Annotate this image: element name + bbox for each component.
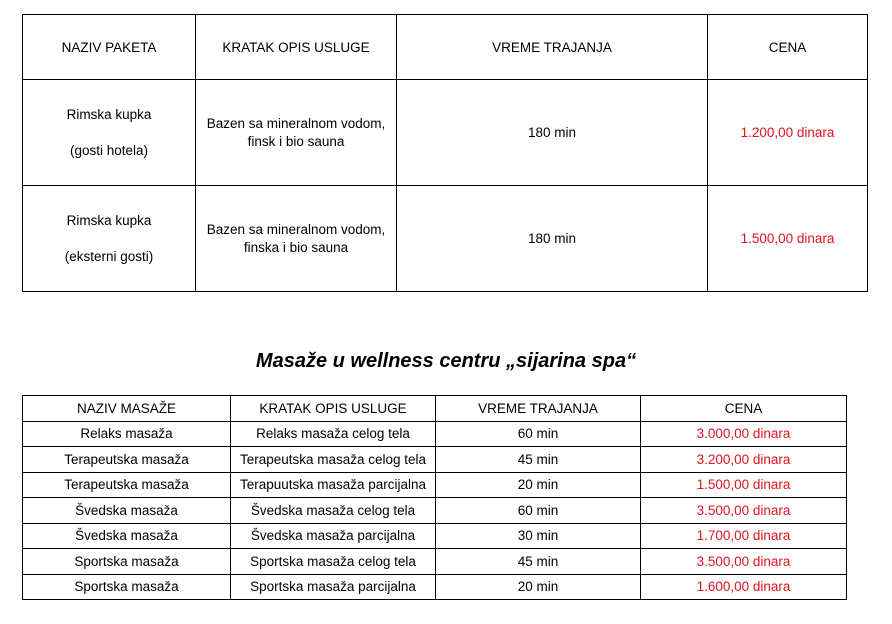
header-price: CENA: [641, 396, 847, 422]
massage-duration: 45 min: [436, 447, 641, 473]
header-price: CENA: [708, 15, 868, 80]
package-guest-type: (gosti hotela): [69, 142, 149, 158]
packages-table: [22, 14, 868, 292]
package-description-line: finska i bio sauna: [243, 239, 349, 255]
header-short-description: KRATAK OPIS USLUGE: [231, 396, 436, 422]
table-row: [23, 472, 847, 498]
massage-duration: 30 min: [436, 523, 641, 549]
massage-duration: 20 min: [436, 472, 641, 498]
table-row: [23, 186, 868, 292]
massage-name: Švedska masaža: [23, 523, 231, 549]
massage-duration: 45 min: [436, 549, 641, 575]
table-row: [23, 523, 847, 549]
massage-duration: 60 min: [436, 498, 641, 524]
massages-section-title: Masaže u wellness centru „sijarina spa“: [255, 350, 637, 372]
massage-duration: 60 min: [436, 421, 641, 447]
massage-price: 3.200,00 dinara: [641, 447, 847, 473]
massage-price: 3.500,00 dinara: [641, 549, 847, 575]
package-duration: 180 min: [397, 80, 708, 186]
package-name-cell: [23, 186, 196, 292]
package-guest-type: (eksterni gosti): [64, 248, 154, 264]
package-price: 1.200,00 dinara: [708, 80, 868, 186]
massage-description: Terapeutska masaža celog tela: [231, 447, 436, 473]
massage-name: Sportska masaža: [23, 549, 231, 575]
table-row: [23, 574, 847, 600]
package-description-line: Bazen sa mineralnom vodom,: [206, 221, 386, 237]
table-row: [23, 421, 847, 447]
package-duration: 180 min: [397, 186, 708, 292]
massage-duration: 20 min: [436, 574, 641, 600]
massage-price: 1.700,00 dinara: [641, 523, 847, 549]
package-description-line: finsk i bio sauna: [247, 133, 345, 149]
header-massage-name: NAZIV MASAŽE: [23, 396, 231, 422]
massage-name: Terapeutska masaža: [23, 472, 231, 498]
massages-table: [22, 395, 847, 600]
table-row: [23, 549, 847, 575]
table-row: [23, 498, 847, 524]
header-short-description: KRATAK OPIS USLUGE: [196, 15, 397, 80]
massage-description: Relaks masaža celog tela: [231, 421, 436, 447]
massage-description: Sportska masaža celog tela: [231, 549, 436, 575]
massage-price: 3.000,00 dinara: [641, 421, 847, 447]
massage-price: 3.500,00 dinara: [641, 498, 847, 524]
package-description-cell: [196, 80, 397, 186]
massage-name: Terapeutska masaža: [23, 447, 231, 473]
massage-description: Terapuutska masaža parcijalna: [231, 472, 436, 498]
massage-name: Sportska masaža: [23, 574, 231, 600]
package-name: Rimska kupka: [66, 212, 152, 228]
massage-price: 1.600,00 dinara: [641, 574, 847, 600]
massage-name: Švedska masaža: [23, 498, 231, 524]
header-duration: VREME TRAJANJA: [397, 15, 708, 80]
table-row: [23, 447, 847, 473]
packages-header-row: [23, 15, 868, 80]
massage-description: Sportska masaža parcijalna: [231, 574, 436, 600]
package-name: Rimska kupka: [66, 106, 152, 122]
massage-description: Švedska masaža celog tela: [231, 498, 436, 524]
package-description-cell: [196, 186, 397, 292]
header-duration: VREME TRAJANJA: [436, 396, 641, 422]
massage-name: Relaks masaža: [23, 421, 231, 447]
massage-description: Švedska masaža parcijalna: [231, 523, 436, 549]
massages-header-row: [23, 396, 847, 422]
package-description-line: Bazen sa mineralnom vodom,: [206, 115, 386, 131]
package-name-cell: [23, 80, 196, 186]
package-price: 1.500,00 dinara: [708, 186, 868, 292]
massage-price: 1.500,00 dinara: [641, 472, 847, 498]
table-row: [23, 80, 868, 186]
header-package-name: NAZIV PAKETA: [23, 15, 196, 80]
